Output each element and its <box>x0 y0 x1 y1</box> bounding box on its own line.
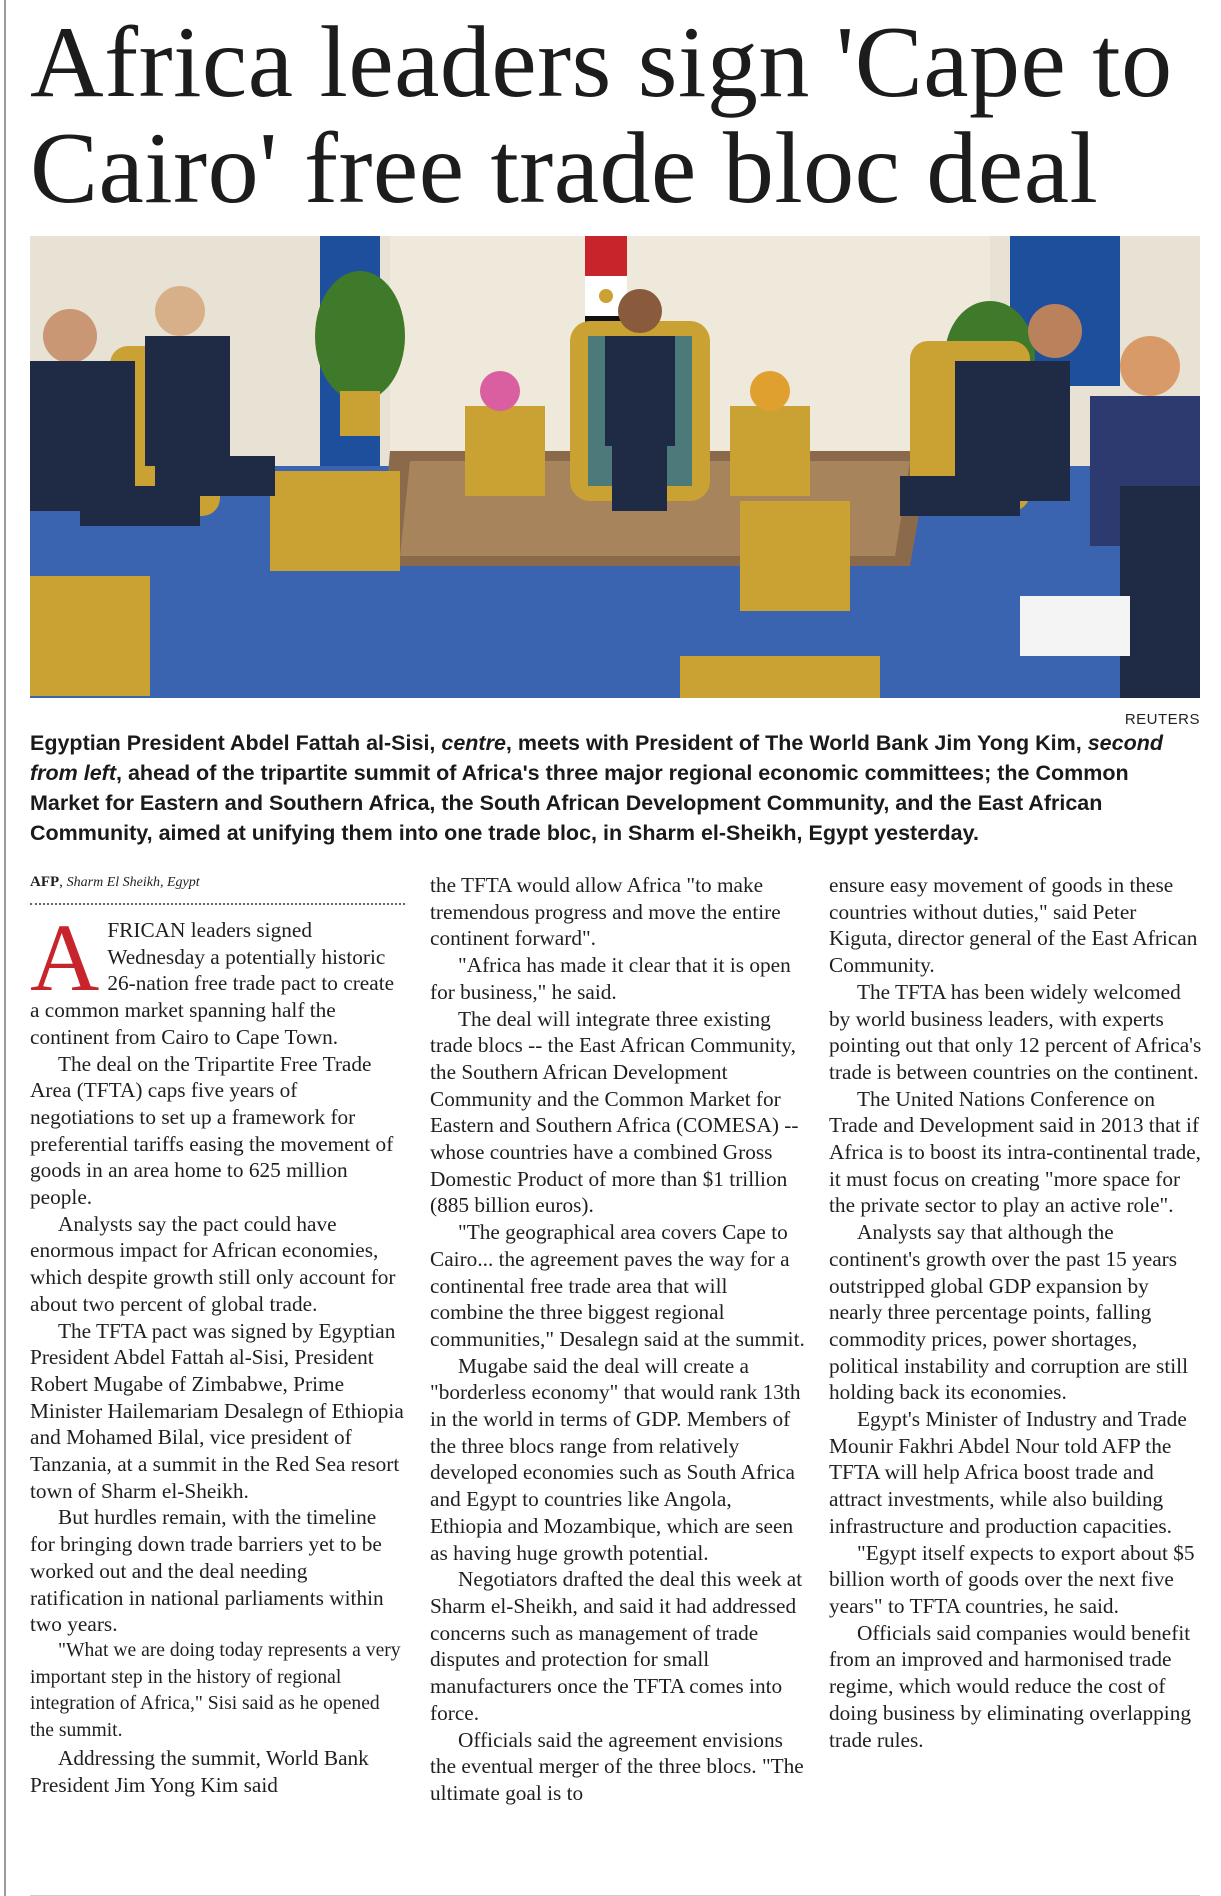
photo-caption <box>30 728 1200 848</box>
drop-cap: A <box>30 904 100 1011</box>
dateline-agency: AFP <box>30 874 60 890</box>
article-paragraph: The deal will integrate three existing trade blocs -- the East African Community, the Southern African Development Community and the Common Market for Eastern and Southern Africa (COMESA) -- whose countries have a combined Gross Domestic Product of more than $1 trillion (885 billion euros). <box>430 1006 799 1218</box>
caption-italic-1: centre <box>441 731 506 755</box>
article-paragraph: But hurdles remain, with the timeline for bringing down trade barriers yet to be worked out and the deal needing ratification in national parliaments within two years. <box>30 1505 384 1637</box>
article-paragraph: Negotiators drafted the deal this week at Sharm el-Sheikh, and said it had addressed concerns such as management of trade disputes and protection for small manufacturers once the TFTA comes into force. <box>430 1567 803 1725</box>
article-paragraph: "Africa has made it clear that it is open for business," he said. <box>430 953 791 1004</box>
article-paragraph: Analysts say the pact could have enormous impact for African economies, which despite growth still only account for about two percent of global trade. <box>30 1211 396 1316</box>
article-paragraph: The United Nations Conference on Trade and Development said in 2013 that if Africa is to boost its intra-continental trade, it must focus on creating "more space for the private sector to play an active role". <box>829 1086 1201 1218</box>
article-paragraph: Analysts say that although the continent's growth over the past 15 years outstripped global GDP expansion by nearly three percentage points, falling commodity prices, power shortages, political instability and corruption are still holding back its economies. <box>829 1220 1189 1405</box>
article-paragraph: Addressing the summit, World Bank President Jim Yong Kim said <box>30 1745 369 1797</box>
dateline-place: Sharm El Sheikh, Egypt <box>66 875 200 890</box>
article-paragraph: Officials said the agreement envisions the eventual merger of the three blocs. "The ultimate goal is to <box>430 1727 804 1805</box>
article-paragraph: The TFTA pact was signed by Egyptian President Abdel Fattah al-Sisi, President Robert Mugabe of Zimbabwe, Prime Minister Hailemariam Desalegn of Ethiopia and Mohamed Bilal, vice president of Tanzania, at a summit in the Red Sea resort town of Sharm el-Sheikh. <box>30 1318 404 1503</box>
dateline: AFP, Sharm El Sheikh, Egypt <box>30 874 200 890</box>
article-paragraph: "Egypt itself expects to export about $5 billion worth of goods over the next five years" to TFTA countries, he said. <box>829 1540 1195 1618</box>
caption-italic-2: second from left <box>30 731 1163 785</box>
meeting-photo-illustration <box>30 236 1200 698</box>
article-column-3 <box>829 872 1204 1753</box>
caption-text-1: Egyptian President Abdel Fattah al-Sisi, <box>30 731 442 755</box>
caption-text-3: , ahead of the tripartite summit of Africa's three major regional economic committees; the Common Market for Eastern and Southern Africa, the South African Development Community, and the East African Community, aimed at unifying them into one trade bloc, in Sharm el-Sheikh, Egypt yesterday. <box>30 761 1129 845</box>
article-paragraph: AFRICAN leaders signed Wednesday a potentially historic 26-nation free trade pact to create a common market spanning half the continent from Cairo to Cape Town. <box>30 904 395 1049</box>
article-paragraph: Officials said companies would benefit from an improved and harmonised trade regime, which would reduce the cost of doing business by eliminating overlapping trade rules. <box>829 1620 1192 1752</box>
article-paragraph: Egypt's Minister of Industry and Trade Mounir Fakhri Abdel Nour told AFP the TFTA will help Africa boost trade and attract investments, while also building infrastructure and production capacities. <box>829 1407 1187 1538</box>
article-paragraph: Mugabe said the deal will create a "borderless economy" that would rank 13th in the world in terms of GDP. Members of the three blocs range from relatively developed economies such as South Africa and Egypt to countries like Angola, Ethiopia and Mozambique, which are seen as having huge growth potential. <box>430 1353 801 1565</box>
meeting-photo <box>30 236 1200 698</box>
caption-text-2: , meets with President of The World Bank Jim Yong Kim, <box>505 731 1088 755</box>
page-left-rule <box>4 0 6 1896</box>
article-paragraph: The TFTA has been widely welcomed by world business leaders, with experts pointing out that only 12 percent of Africa's trade is between countries on the continent. <box>829 979 1202 1084</box>
article-paragraph: The deal on the Tripartite Free Trade Area (TFTA) caps five years of negotiations to set up a framework for preferential tariffs easing the movement of goods in an area home to 625 million people. <box>30 1051 394 1210</box>
article-column-1 <box>30 872 405 1798</box>
article-paragraph: ensure easy movement of goods in these countries without duties," said Peter Kiguta, director general of the East African Community. <box>829 873 1198 978</box>
article-paragraph: "The geographical area covers Cape to Cairo... the agreement paves the way for a continental free trade area that will combine the three biggest regional communities," Desalegn said at the summit. <box>430 1220 805 1351</box>
article-column-2 <box>430 872 805 1807</box>
article-paragraph: the TFTA would allow Africa "to make tremendous progress and move the entire continent forward". <box>430 873 781 951</box>
photo-credit: REUTERS <box>1124 711 1200 728</box>
article-paragraph: "What we are doing today represents a very important step in the history of regional integration of Africa," Sisi said as he opened the summit. <box>30 1639 401 1742</box>
headline: Africa leaders sign 'Cape to Cairo' free trade bloc deal <box>30 6 1173 225</box>
